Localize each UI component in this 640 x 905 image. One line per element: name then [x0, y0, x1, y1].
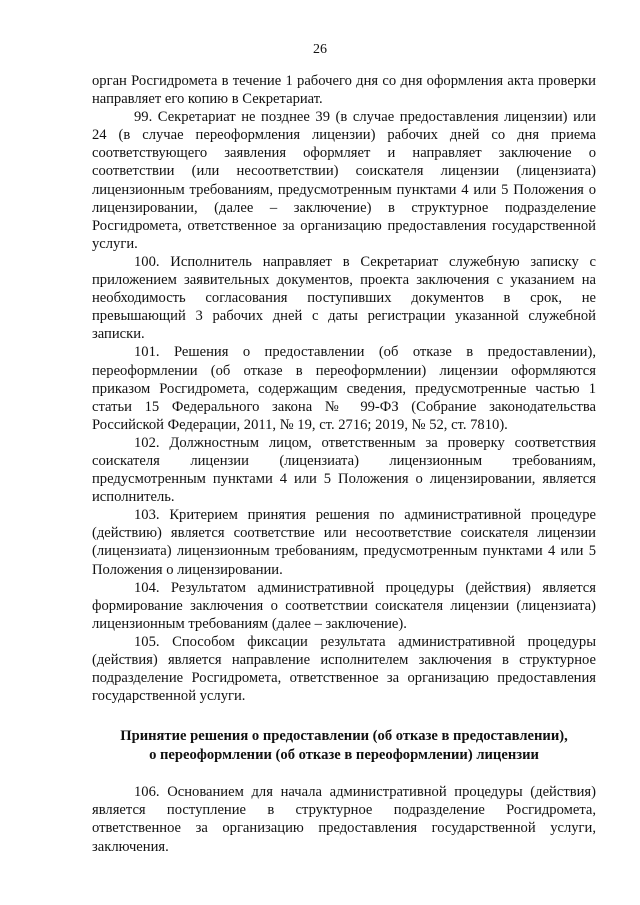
paragraph-100: 100. Исполнитель направляет в Секретариат служебную записку с приложением заявительных документов, проекта заключения с указанием на необходимость согласования поступивших документов в срок, не превышающий 3 рабочих дней с даты регистрации указанной служебной записки.	[92, 253, 596, 343]
section-heading-line-1: Принятие решения о предоставлении (об отказе в предоставлении),	[120, 728, 568, 745]
paragraph-99: 99. Секретариат не позднее 39 (в случае предоставления лицензии) или 24 (в случае переоформления лицензии) рабочих дней со дня приема соответствующего заявления оформляет и направляет заключение о соответствии (или несоответствии) соискателя лицензии (лицензиата) лицензионным требованиям, предусмотренным пунктами 4 или 5 Положения о лицензировании, (далее – заключение) в структурное подразделение Росгидромета, ответственное за организацию предоставления государственной услуги.	[92, 109, 596, 252]
paragraph-102: 102. Должностным лицом, ответственным за проверку соответствия соискателя лицензии (лицензиата) лицензионным требованиям, предусмотренным пунктами 4 или 5 Положения о лицензировании, является исполнитель.	[92, 434, 596, 506]
paragraph-105: 105. Способом фиксации результата административной процедуры (действия) является направление исполнителем заключения в структурное подразделение Росгидромета, ответственное за организацию предоставления государственной услуги.	[92, 633, 596, 705]
document-body	[92, 72, 596, 856]
paragraph-104: 104. Результатом административной процедуры (действия) является формирование заключения о соответствии соискателя лицензии (лицензиата) лицензионным требованиям (далее – заключение).	[92, 579, 596, 632]
page-number: 26	[313, 42, 327, 57]
paragraph-101: 101. Решения о предоставлении (об отказе в предоставлении), переоформлении (об отказе в переоформлении) лицензии оформляются приказом Росгидромета, содержащим сведения, предусмотренные частью 1 статьи 15 Федерального закона № 99-ФЗ (Собрание законодательства Российской Федерации, 2011, № 19, ст. 2716; 2019, № 52, ст. 7810).	[92, 344, 596, 433]
paragraph-103: 103. Критерием принятия решения по административной процедуре (действию) является соответствие или несоответствие соискателя лицензии (лицензиата) лицензионным требованиям, предусмотренным пунктами 4 или 5 Положения о лицензировании.	[92, 507, 596, 578]
paragraph-continuation: орган Росгидромета в течение 1 рабочего дня со дня оформления акта проверки направляет его копию в Секретариат.	[92, 73, 596, 108]
section-heading-line-2: о переоформлении (об отказе в переоформлении) лицензии	[149, 747, 539, 764]
section-heading	[92, 727, 596, 765]
paragraph-106: 106. Основанием для начала административной процедуры (действия) является поступление в структурное подразделение Росгидромета, ответственное за организацию предоставления государственной услуги, заключения.	[92, 784, 596, 855]
